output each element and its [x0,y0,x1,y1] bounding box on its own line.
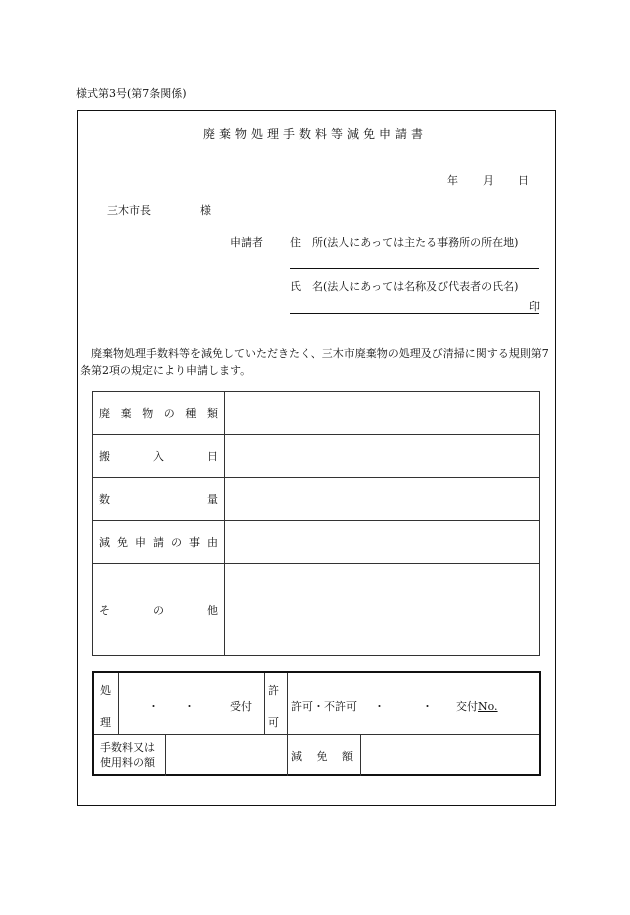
permit-label-bottom: 可 [268,716,279,729]
divider [287,673,288,776]
document-title: 廃棄物処理手数料等減免申請書 [202,127,427,141]
issue-dot-1: ・ [374,700,385,713]
received-label: 受付 [230,700,252,713]
label-char: 類 [206,407,218,420]
table-row [93,392,540,435]
fee-label-line1: 手数料又は [100,741,155,754]
date-month-label: 月 [483,174,494,187]
other-field[interactable] [225,564,540,656]
fee-label-line2: 使用料の額 [100,756,155,769]
form-caption: 様式第3号(第7条関係) [76,87,187,100]
delivery-date-label [93,435,225,478]
issue-prefix: 交付 [456,700,478,713]
name-input-line[interactable] [290,313,539,314]
quantity-field[interactable] [225,478,540,521]
label-char: 他 [207,603,218,617]
processing-label-bottom: 理 [100,716,111,729]
issue-label [456,698,498,714]
waste-type-label [93,392,225,435]
label-char: 物 [142,407,154,420]
label-char: 廃 [99,407,110,420]
received-dot-2: ・ [184,700,195,713]
label-char: 事 [189,536,200,549]
label-char: 申 [135,536,146,549]
table-row [93,521,540,564]
table-row [93,564,540,656]
divider [118,673,119,734]
label-char: 量 [207,493,218,506]
processing-box [92,671,541,776]
label-char: 搬 [99,450,110,463]
quantity-label [93,478,225,521]
received-dot-1: ・ [148,700,159,713]
label-char: 日 [207,450,218,463]
label-char: 請 [153,536,164,549]
reduction-amount-label [291,748,353,764]
label-char: 免 [316,750,328,763]
delivery-date-field[interactable] [225,435,540,478]
waste-type-field[interactable] [225,392,540,435]
label-char: 減 [291,750,302,763]
reduction-reason-label [93,521,225,564]
address-label: 住 所(法人にあっては主たる事務所の所在地) [290,236,519,249]
label-char: 棄 [120,407,132,420]
fee-label [100,740,155,770]
label-char: 種 [185,407,197,420]
permit-label-top: 許 [268,684,279,697]
permit-status[interactable]: 許可・不許可 [291,700,357,713]
label-char: そ [99,603,110,617]
date-year-label: 年 [447,174,458,187]
details-table [92,391,540,656]
label-char: の [171,536,182,549]
date-day-label: 日 [518,174,529,187]
name-label: 氏 名(法人にあっては名称及び代表者の氏名) [290,280,519,293]
processing-label-top: 処 [100,684,111,697]
application-statement: 廃棄物処理手数料等を減免していただきたく、三木市廃棄物の処理及び清掃に関する規則第7条第2項の規定により申請します。 [80,347,549,377]
label-char: の [153,603,164,617]
other-label [93,564,225,656]
label-char: 由 [207,536,218,549]
label-char: 額 [342,750,353,763]
issue-dot-2: ・ [422,700,433,713]
label-char: 免 [117,536,128,549]
table-row [93,478,540,521]
applicant-label: 申請者 [230,236,263,249]
addressee-honorific: 様 [200,204,211,217]
label-char: 数 [99,493,110,506]
issue-number-label: No. [478,700,498,713]
label-char: 入 [153,450,164,463]
reduction-amount-field[interactable] [361,735,537,776]
label-char: の [163,407,175,420]
table-row [93,435,540,478]
addressee-name: 三木市長 [107,204,151,217]
reduction-reason-field[interactable] [225,521,540,564]
label-char: 減 [99,536,110,549]
divider [264,673,265,734]
address-input-line[interactable] [290,268,539,269]
seal-mark: 印 [529,300,540,313]
fee-amount-field[interactable] [166,735,264,776]
